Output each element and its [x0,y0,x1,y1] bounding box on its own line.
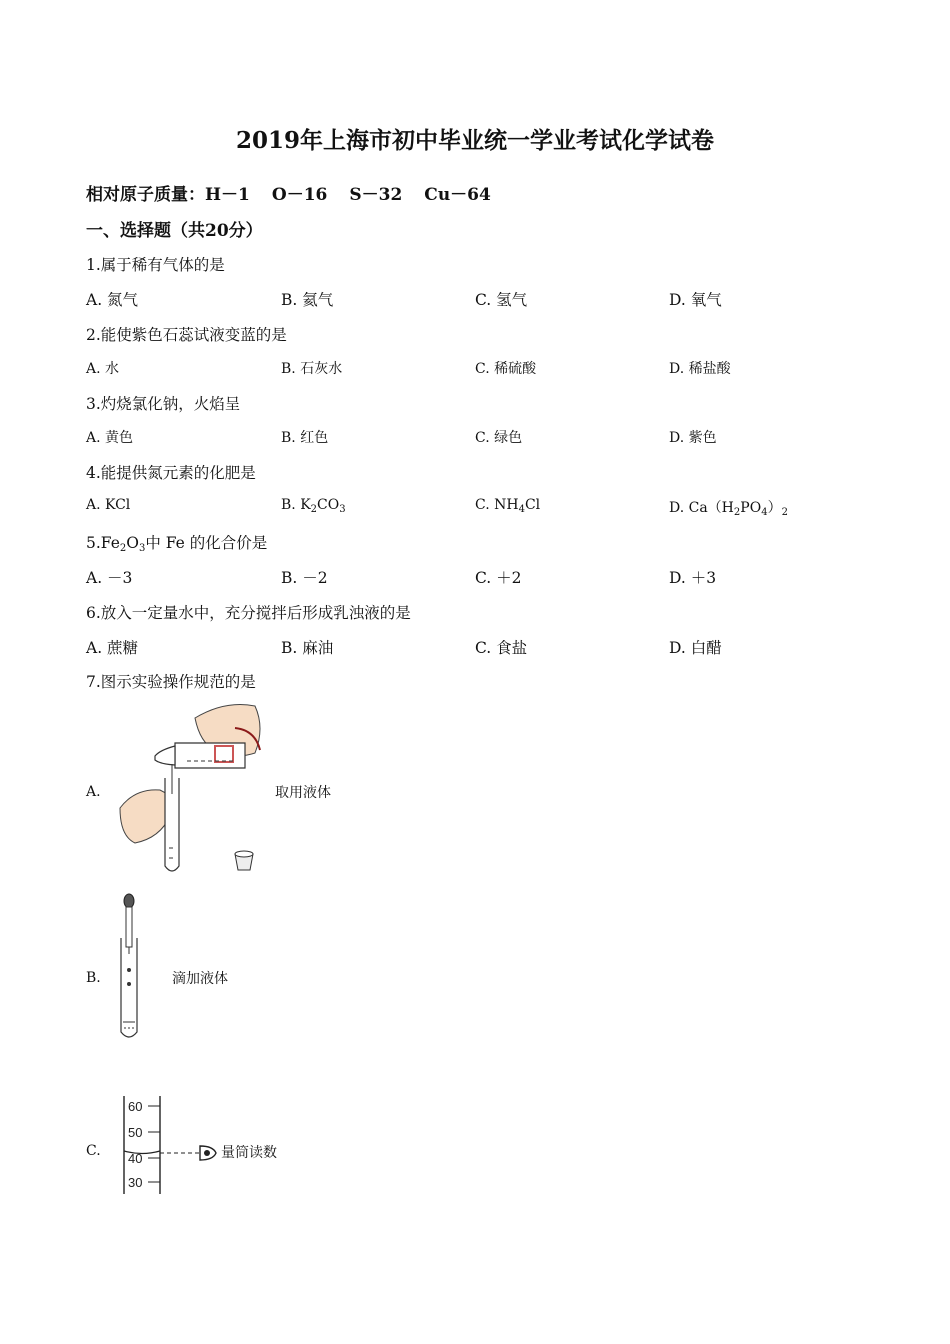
q3-option-d: D. 紫色 [669,430,717,446]
q3-option-a: A. 黄色 [86,430,134,446]
atomic-mass-cu: Cu－64 [424,185,491,205]
tick-50: 50 [128,1125,143,1140]
q3-option-b: B. 红色 [281,430,329,446]
atomic-mass-label: 相对原子质量： [86,185,205,205]
page-title: 2019年上海市初中毕业统一学业考试化学试卷 [235,127,714,154]
pouring-liquid-figure [115,698,275,878]
figure-c-caption: 量筒读数 [221,1145,277,1161]
tick-30: 30 [128,1175,143,1190]
graduated-cylinder-figure [118,1094,228,1196]
atomic-mass-line [86,180,491,205]
question-2-stem: 2.能使紫色石蕊试液变蓝的是 [86,326,287,344]
q6-option-a: A. 蔗糖 [86,639,139,657]
q5-option-c: C. ＋2 [475,569,522,587]
q2-option-c: C. 稀硫酸 [475,361,537,377]
q3-option-c: C. 绿色 [475,430,523,446]
q2-option-d: D. 稀盐酸 [669,361,731,377]
q5-option-b: B. －2 [281,569,328,587]
q4-option-a: A. KCl [86,497,131,513]
q4-option-d: D. $Ca(H_2PO_4)_2$ [669,500,788,518]
q6-option-d: D. 白醋 [669,639,722,657]
question-7-stem: 7.图示实验操作规范的是 [86,673,256,691]
section-heading: 一、选择题（共20分） [86,221,263,241]
question-4-stem: 4.能提供氮元素的化肥是 [86,464,256,482]
question-3-stem: 3.灼烧氯化钠，火焰呈 [86,395,241,413]
question-1-stem: 1.属于稀有气体的是 [86,256,225,274]
figure-b-letter: B. [86,970,101,986]
q1-option-b: B. 氦气 [281,291,334,309]
tick-40: 40 [128,1151,143,1166]
q5-option-d: D. ＋3 [669,569,717,587]
atomic-mass-h: H－1 [205,185,250,205]
q2-option-a: A. 水 [86,361,120,377]
figure-a-caption: 取用液体 [275,785,331,801]
q2-option-b: B. 石灰水 [281,361,343,377]
question-5-stem: $5.Fe_2O_3$中 Fe 的化合价是 [86,534,268,554]
atomic-mass-s: S－32 [349,185,403,205]
dropper-figure [115,892,155,1044]
q5-option-a: A. －3 [86,569,133,587]
figure-a-letter: A. [86,784,101,800]
tick-60: 60 [128,1099,143,1114]
atomic-mass-o: O－16 [271,185,328,205]
q6-option-c: C. 食盐 [475,639,528,657]
q4-option-c: C. $NH_4Cl$ [475,497,541,515]
q1-option-d: D. 氧气 [669,291,722,309]
figure-c-letter: C. [86,1143,101,1159]
q1-option-a: A. 氮气 [86,291,139,309]
question-6-stem: 6.放入一定量水中，充分搅拌后形成乳浊液的是 [86,604,411,622]
q1-option-c: C. 氢气 [475,291,528,309]
figure-b-caption: 滴加液体 [172,971,228,987]
q4-option-b: B. $K_2CO_3$ [281,497,346,515]
q6-option-b: B. 麻油 [281,639,334,657]
